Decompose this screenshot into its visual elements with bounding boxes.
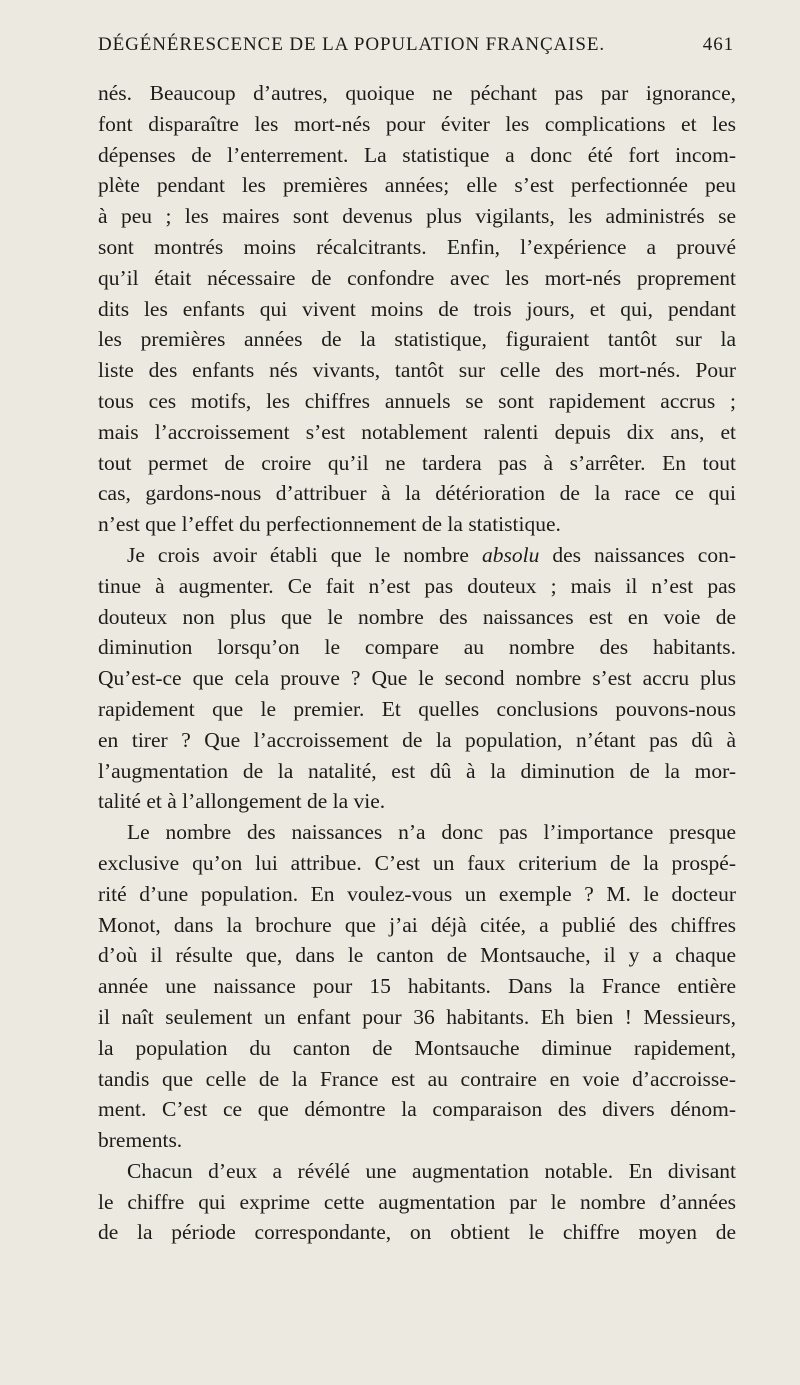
text-line [98, 1094, 736, 1125]
text-segment: Le nombre des naissances n’a donc pas l’importance presque [127, 820, 736, 845]
running-title: DÉGÉNÉRESCENCE DE LA POPULATION FRANÇAISE. [98, 34, 606, 55]
text-line [98, 786, 736, 817]
text-line [98, 848, 736, 879]
text-segment: tinue à augmenter. Ce fait n’est pas douteux ; mais il n’est pas [98, 573, 736, 598]
text-line [98, 910, 736, 941]
text-line [98, 355, 736, 386]
text-segment: de la période correspondante, on obtient le chiffre moyen de [98, 1220, 736, 1245]
text-segment: tous ces motifs, les chiffres annuels se sont rapidement accrus ; [98, 388, 736, 413]
text-line [98, 324, 736, 355]
text-segment: ment. C’est ce que démontre la comparaison des divers dénom- [98, 1097, 736, 1122]
text-line [98, 109, 736, 140]
page-number: 461 [702, 34, 734, 55]
text-segment: la population du canton de Montsauche diminue rapidement, [98, 1035, 736, 1060]
text-segment: d’où il résulte que, dans le canton de Montsauche, il y a chaque [98, 943, 736, 968]
text-segment: rité d’une population. En voulez-vous un exemple ? M. le docteur [98, 881, 736, 906]
text-line [98, 478, 736, 509]
text-segment: cas, gardons-nous d’attribuer à la détérioration de la race ce qui [98, 481, 736, 506]
text-segment: talité et à l’allongement de la vie. [98, 789, 386, 814]
text-segment: mais l’accroissement s’est notablement ralenti depuis dix ans, et [98, 419, 736, 444]
text-line [98, 1156, 736, 1187]
text-line [98, 294, 736, 325]
text-line [98, 78, 736, 109]
text-segment: exclusive qu’on lui attribue. C’est un faux criterium de la prospé- [98, 850, 736, 875]
text-line [98, 632, 736, 663]
text-line [98, 602, 736, 633]
text-line [98, 663, 736, 694]
text-segment: des naissances con- [539, 542, 737, 567]
text-line [98, 232, 736, 263]
text-line [98, 817, 736, 848]
text-line [98, 879, 736, 910]
text-line [98, 170, 736, 201]
text-segment: il naît seulement un enfant pour 36 habitants. Eh bien ! Messieurs, [98, 1004, 736, 1029]
text-segment: le chiffre qui exprime cette augmentation par le nombre d’années [98, 1189, 736, 1214]
text-segment: qu’il était nécessaire de confondre avec les mort-nés proprement [98, 265, 736, 290]
text-segment: dépenses de l’enterrement. La statistique a donc été fort incom- [98, 142, 736, 167]
body-text [98, 78, 736, 1248]
text-segment: dits les enfants qui vivent moins de trois jours, et qui, pendant [98, 296, 736, 321]
text-line [98, 725, 736, 756]
text-line [98, 140, 736, 171]
text-segment: à peu ; les maires sont devenus plus vigilants, les administrés se [98, 204, 736, 229]
text-line [98, 1187, 736, 1218]
text-line [98, 940, 736, 971]
text-segment: n’est que l’effet du perfectionnement de la statistique. [98, 512, 561, 537]
text-line [98, 1125, 736, 1156]
text-segment: diminution lorsqu’on le compare au nombre des habitants. [98, 635, 736, 660]
text-segment: brements. [98, 1128, 183, 1153]
text-segment: font disparaître les mort-nés pour éviter les complications et les [98, 111, 736, 136]
text-segment: Chacun d’eux a révélé une augmentation notable. En divisant [127, 1158, 736, 1183]
text-line [98, 1002, 736, 1033]
text-line [98, 571, 736, 602]
text-segment: en tirer ? Que l’accroissement de la population, n’étant pas dû à [98, 727, 736, 752]
text-line [98, 1217, 736, 1248]
italic-text: absolu [482, 542, 540, 567]
text-segment: nés. Beaucoup d’autres, quoique ne péchant pas par ignorance, [98, 81, 736, 105]
text-line [98, 386, 736, 417]
text-line [98, 509, 736, 540]
text-line [98, 201, 736, 232]
text-segment: Qu’est-ce que cela prouve ? Que le second nombre s’est accru plus [98, 666, 736, 691]
text-line [98, 263, 736, 294]
text-segment: l’augmentation de la natalité, est dû à la diminution de la mor- [98, 758, 736, 783]
text-segment: Je crois avoir établi que le nombre [127, 542, 482, 567]
text-segment: tout permet de croire qu’il ne tardera pas à s’arrêter. En tout [98, 450, 736, 475]
text-segment: liste des enfants nés vivants, tantôt sur celle des mort-nés. Pour [98, 358, 736, 383]
text-line [98, 1064, 736, 1095]
text-line [98, 417, 736, 448]
text-segment: plète pendant les premières années; elle s’est perfectionnée peu [98, 173, 736, 198]
text-line [98, 1033, 736, 1064]
text-segment: sont montrés moins récalcitrants. Enfin, l’expérience a prouvé [98, 234, 736, 259]
text-line [98, 540, 736, 571]
text-segment: Monot, dans la brochure que j’ai déjà citée, a publié des chiffres [98, 912, 736, 937]
running-head [98, 34, 734, 64]
text-line [98, 448, 736, 479]
text-segment: douteux non plus que le nombre des naissances est en voie de [98, 604, 736, 629]
text-line [98, 694, 736, 725]
text-segment: année une naissance pour 15 habitants. Dans la France entière [98, 974, 736, 999]
text-line [98, 756, 736, 787]
text-segment: tandis que celle de la France est au contraire en voie d’accroisse- [98, 1066, 736, 1091]
text-segment: les premières années de la statistique, figuraient tantôt sur la [98, 327, 736, 352]
text-line [98, 971, 736, 1002]
text-segment: rapidement que le premier. Et quelles conclusions pouvons-nous [98, 696, 736, 721]
